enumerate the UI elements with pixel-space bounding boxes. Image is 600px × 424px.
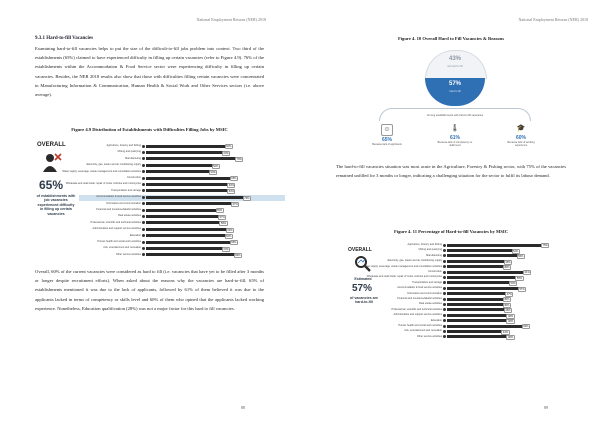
bar-label: Wholesale and retail trade; repair of motor vehicles and motorcycles: [65, 182, 141, 186]
bar-row: [386, 324, 442, 328]
hard-to-fill-pct: 57%: [448, 81, 461, 87]
bar-label: Construction: [126, 176, 141, 179]
bar: [447, 314, 508, 317]
reason-pct: 60%: [515, 135, 526, 141]
bar-value-label: 44%: [502, 330, 509, 334]
bar-value-label: 66%: [231, 177, 237, 181]
bar-row: [65, 182, 141, 186]
sector-icon: [142, 253, 145, 256]
sector-icon: [142, 196, 145, 199]
bar-label: Accommodation & food service activities: [96, 195, 141, 199]
sector-icon: [142, 157, 145, 160]
bar-label: Administrative and support service activities: [393, 313, 442, 317]
sector-icon: [142, 202, 145, 205]
running-header: National Employment Returns (NER) 2018: [518, 17, 588, 22]
bar-value-label: 55%: [516, 276, 523, 280]
overall-percentage: 65%: [39, 178, 64, 192]
bar-label: Education: [430, 318, 442, 322]
bar-value-label: 60%: [523, 325, 529, 329]
sector-icon: [142, 170, 145, 173]
overall-description: of vacancies are hard-to-fill: [350, 296, 378, 305]
not-hard-to-fill-label: not hard to fill: [447, 65, 463, 68]
bar-row: [386, 281, 442, 285]
bar-label: Real estate activities: [419, 302, 442, 306]
thermometer-icon: 🌡: [450, 125, 460, 132]
bar-value-label: 76%: [244, 196, 250, 200]
bar-label: Professional, scientific and technical activities: [90, 220, 141, 224]
bar: [146, 157, 237, 160]
bar-value-label: 70%: [236, 158, 242, 162]
bar-row: [79, 246, 141, 250]
bar-label: Construction: [427, 270, 442, 273]
bar: [447, 271, 525, 274]
sector-icon: [443, 260, 446, 263]
bar-value-label: 52%: [513, 249, 519, 253]
bar-value-label: 62%: [226, 145, 232, 149]
sector-icon: [443, 254, 446, 257]
bar-label: Manufacturing: [426, 253, 442, 257]
worker-shortage-icon: [41, 152, 63, 174]
bar-value-label: 60%: [223, 151, 229, 155]
sector-icon: [443, 330, 446, 333]
sector-icon: [142, 215, 145, 218]
bar-row: [386, 248, 442, 252]
bar-row: [79, 208, 141, 212]
bar: [146, 247, 224, 250]
bar-row: [386, 302, 442, 306]
bar-label: Mining and quarrying: [117, 150, 141, 154]
bar-row: [79, 227, 141, 231]
bar: [447, 244, 543, 247]
bar-label: Accommodation & food service activities: [397, 286, 442, 290]
bar-label: Other service activities: [115, 252, 141, 256]
bar-label: Manufacturing: [125, 156, 141, 160]
bar-value-label: 45%: [504, 298, 510, 302]
bar-value-label: 62%: [226, 235, 232, 238]
bar-value-label: 56%: [518, 255, 524, 259]
bar: [447, 308, 506, 311]
bar-value-label: 64%: [228, 183, 234, 187]
figure-4-11-caption: Figure 4. 11 Percentage of Hard-to-fill Vacancies by MSIC: [393, 229, 509, 234]
bar-label: Professional, scientific and technical activities: [391, 307, 442, 311]
bar-chart-by-msic: [62, 144, 263, 262]
sector-icon: [142, 164, 145, 167]
bar-value-label: 50%: [210, 171, 216, 174]
bar: [447, 298, 505, 301]
sector-icon: [142, 189, 145, 192]
sector-icon: [443, 249, 446, 252]
sector-icon: [142, 145, 145, 148]
bar-row: [386, 254, 442, 258]
bar-value-label: 50%: [510, 282, 516, 286]
users-icon: ☺: [381, 124, 393, 136]
reason-lack-of-competency: [437, 124, 473, 147]
bar-row: [386, 319, 442, 323]
page-number: 88: [241, 405, 245, 410]
overall-label: OVERALL: [37, 142, 66, 148]
bar-value-label: 75%: [542, 244, 548, 248]
bar-row: [386, 308, 442, 312]
bar-value-label: 48%: [507, 314, 514, 318]
bar-label: Administrative and support service activities: [92, 227, 141, 231]
reason-text: Because lack of applicants: [372, 143, 402, 146]
bar: [447, 319, 508, 322]
bar-label: Agriculture, forestry and fishing: [407, 243, 442, 246]
bar-value-label: 57%: [219, 215, 225, 219]
bar-row: [386, 243, 442, 247]
bar-label: Electricity, gas, steam and air conditioning supply: [86, 163, 141, 167]
bar-label: Mining and quarrying: [418, 248, 442, 252]
bar-row: [79, 234, 141, 238]
bar: [146, 209, 218, 212]
bar-row: [79, 144, 141, 148]
bar: [146, 170, 211, 173]
bar-row: [363, 264, 442, 269]
bar-row: [79, 157, 141, 161]
bar-value-label: 48%: [507, 336, 514, 340]
bar-value-label: 45%: [504, 303, 510, 307]
bar-label: Human health and social work activities: [398, 324, 442, 327]
estimated-label: Estimated: [354, 277, 372, 281]
hard-to-fill-label: hard to fill: [449, 90, 461, 93]
bar-row: [386, 335, 442, 339]
bar-row: [79, 150, 141, 154]
figure-4-10-caption: Figure 4. 10 Overall Hard to Fill Vacancies & Reasons: [397, 36, 505, 41]
bar-value-label: 48%: [507, 320, 514, 323]
bar-label: Water supply, sewerage, waste management and remediation activities: [62, 169, 141, 173]
bar: [146, 241, 232, 244]
bar: [447, 330, 503, 333]
sector-icon: [142, 221, 145, 224]
bar-value-label: 45%: [504, 266, 510, 269]
bar: [146, 177, 232, 180]
bar-label: Transportation and storage: [111, 188, 141, 192]
sector-icon: [443, 335, 446, 338]
bar-row: [386, 329, 442, 333]
bar-value-label: 61%: [524, 271, 530, 275]
reason-text: Because lack of working experience: [507, 141, 535, 147]
paragraph-reasons: Overall, 60% of the current vacancies were considered as hard to fill (i.e. vacancies that have yet to be filled after 3 months or longer despite recruitment efforts). When asked about the reasons why the vacancies are hard-to-fill, 65% of establishments mentioned it was due to the lack of applicants, followed by 61% of them believed it was due to the applicants lacked in terms of competency or skills level and 60% of them who opined that the applicants lacked working experience. Nonetheless, Education qualification (28%) was not a major factor for this hard to fill vacancies.: [35, 269, 264, 311]
bar: [447, 265, 505, 268]
bar-label: Human health and social work activities: [97, 240, 141, 243]
sector-icon: [443, 325, 446, 328]
bar-row: [79, 253, 141, 257]
bar-label: Water supply, sewerage, waste management and remediation activities: [363, 264, 442, 268]
sector-icon: [142, 209, 145, 212]
bar: [447, 287, 520, 290]
bar-row: [79, 221, 141, 225]
bar: [447, 260, 506, 263]
bar-row: [386, 297, 442, 301]
arc-note: Among establishments with hard-to-fill vacancies: [426, 114, 484, 117]
bar-row: [79, 189, 141, 193]
bar-row: [79, 202, 141, 206]
sector-icon: [142, 228, 145, 231]
bar-value-label: 64%: [228, 190, 234, 194]
bar: [146, 164, 214, 167]
sector-icon: [443, 298, 446, 301]
bar-row: [386, 270, 442, 274]
bar-value-label: 69%: [235, 254, 241, 258]
overall-label: OVERALL: [348, 247, 372, 253]
sector-icon: [142, 151, 145, 154]
figure-4-9: [35, 140, 263, 264]
paragraph-intro: Examining hard-to-fill vacancies helps to put the size of the difficult-to-fill jobs problem into context. Two third of the establishments (65%) claimed to have experienced difficulty in filling up certain vacancies (refer to Figure 4.9). 76% of the establishments within the Accommodation & Food Service sector were experiencing difficulty in filling up certain vacancies. Besides, the NER 2018 results also show that those with difficulties filling certain vacancies were concentrated in Manufacturing Information & Communication, Human Health & Social Work and Other Services sectors (i.e. above average).: [35, 46, 264, 98]
sector-icon: [443, 287, 446, 290]
bar-value-label: 66%: [231, 241, 237, 245]
bar: [146, 253, 236, 256]
bar-row: [386, 313, 442, 317]
bar-label: Real estate activities: [118, 214, 141, 218]
bar: [146, 196, 245, 199]
reason-pct: 65%: [381, 137, 392, 143]
sector-icon: [142, 234, 145, 237]
page-number: 89: [544, 405, 548, 410]
bar-value-label: 58%: [220, 222, 227, 226]
bar-label: Financial and insurance/takaful activities: [397, 297, 442, 300]
bar-label: Electricity, gas, steam and air conditioning supply: [387, 259, 442, 263]
bar-value-label: 55%: [217, 209, 223, 213]
bar-row: [79, 214, 141, 218]
bar: [447, 325, 524, 328]
bar-row: [79, 163, 141, 167]
bar: [146, 183, 229, 186]
reason-text: Because lack of competency or skills level: [437, 141, 473, 147]
bar: [146, 221, 221, 224]
bar-value-label: 46%: [505, 309, 511, 313]
bar-row: [79, 240, 141, 244]
bar-row: [386, 292, 442, 296]
bar-value-label: 57%: [519, 287, 525, 291]
bar: [146, 151, 224, 154]
bar-label: Wholesale and retail trade; repair of motor vehicles and motorcycles: [366, 275, 442, 279]
bar-row: [62, 169, 141, 174]
sector-icon: [142, 241, 145, 244]
sector-icon: [142, 177, 145, 180]
sector-icon: [142, 183, 145, 186]
bar-label: Transportation and storage: [412, 280, 442, 284]
section-heading: 9.3.1 Hard-to-fill Vacancies: [35, 36, 94, 41]
bar-label: Information and communication: [407, 291, 442, 295]
bar-value-label: 63%: [227, 228, 233, 232]
sector-icon: [443, 265, 446, 268]
bar: [146, 228, 228, 231]
sector-icon: [443, 319, 446, 322]
bar: [447, 276, 517, 279]
bar-value-label: 46%: [505, 260, 511, 264]
sector-icon: [443, 292, 446, 295]
bar-value-label: 67%: [232, 203, 238, 206]
bar-row: [79, 176, 141, 180]
sector-icon: [443, 303, 446, 306]
bar-row: [386, 286, 442, 290]
bar-label: Other service activities: [416, 334, 442, 338]
overall-description: of establishments with job vacancies experienced difficulty in filling up certain vacancies: [36, 194, 76, 216]
bar: [447, 254, 519, 257]
bar-row: [386, 259, 442, 263]
paragraph-agriculture: The hard-to-fill vacancies situation was most acute in the Agriculture, Forestry & Fishing sector, with 75% of the vacancies remained unfilled for 3 months or longer, indicating a challenging situation for the sector to fulfil its labour demand.: [336, 164, 566, 179]
graduation-cap-icon: 🎓: [516, 125, 526, 132]
bar-label: Arts, entertainment and recreation: [404, 329, 442, 333]
bar: [146, 202, 233, 205]
bar-value-label: 52%: [213, 164, 219, 168]
sector-icon: [443, 281, 446, 284]
bar-label: Information and communication: [106, 201, 141, 205]
bar: [447, 249, 514, 252]
figure-4-10: [365, 48, 543, 154]
bar: [447, 292, 507, 295]
sector-icon: [443, 314, 446, 317]
bar-label: Agriculture, forestry and fishing: [106, 144, 141, 147]
bar-row: [366, 275, 442, 279]
bar-label: Arts, entertainment and recreation: [103, 246, 141, 250]
bar: [447, 335, 508, 338]
bar-label: Financial and insurance/takaful activities: [96, 208, 141, 211]
sector-icon: [443, 308, 446, 311]
bar: [146, 145, 227, 148]
bar-value-label: 47%: [506, 293, 512, 296]
bar-row: [79, 195, 141, 199]
reason-lack-of-applicants: [369, 124, 405, 146]
not-hard-to-fill-pct: 43%: [448, 56, 461, 62]
sector-icon: [443, 244, 446, 247]
sector-icon: [443, 271, 446, 274]
reason-lack-of-experience: [503, 124, 539, 147]
sector-icon: [443, 276, 446, 279]
running-header: National Employment Returns (NER) 2018: [196, 17, 266, 22]
bar: [146, 189, 229, 192]
bar: [447, 303, 505, 306]
bar: [447, 281, 511, 284]
overall-percentage: 57%: [352, 283, 373, 294]
bar: [146, 234, 227, 237]
figure-4-9-caption: Figure 4.9 Distribution of Establishments with Difficulties Filling Jobs by MSIC: [71, 127, 228, 132]
figure-4-11: [348, 243, 554, 343]
sector-icon: [142, 247, 145, 250]
bar-label: Education: [129, 233, 141, 237]
bar-value-label: 60%: [223, 247, 229, 251]
bar: [146, 215, 220, 218]
reason-pct: 61%: [449, 135, 460, 141]
